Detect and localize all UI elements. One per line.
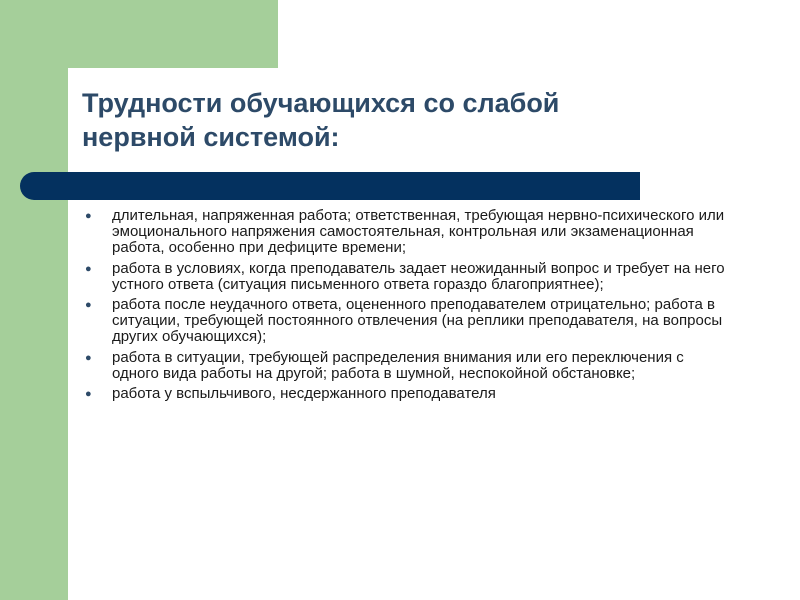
bullet-dot-icon: ● [85, 388, 92, 401]
list-item-text: работа после неудачного ответа, оцененного преподавателем отрицательно; работа в ситуации, требующей постоянного отвлечения (на реплики преподавателя, на вопросы других обучающихся); [112, 296, 723, 346]
list-item-text: работа в условиях, когда преподаватель задает неожиданный вопрос и требует на него устного ответа (ситуация письменного ответа гораздо благоприятнее); [112, 259, 725, 293]
list-item [82, 350, 732, 382]
list-item [82, 386, 732, 402]
bullet-dot-icon: ● [85, 299, 92, 312]
list-item [82, 261, 732, 293]
title-divider-bar [20, 172, 640, 200]
list-item-text: работа у вспыльчивого, несдержанного преподавателя [112, 385, 496, 403]
list-item-text: работа в ситуации, требующей распределения внимания или его переключения с одного вида работы на другой; работа в шумной, неспокойной обстановке; [112, 348, 684, 382]
bullet-dot-icon: ● [85, 351, 92, 364]
bullet-list [82, 208, 732, 406]
list-item [82, 208, 732, 257]
list-item [82, 297, 732, 346]
list-item-text: длительная, напряженная работа; ответственная, требующая нервно-психического или эмоционального напряжения самостоятельная, контрольная или экзаменационная работа, особенно при дефиците времени; [112, 207, 725, 257]
title-line-1: Трудности обучающихся со слабой [82, 88, 560, 118]
slide-title [82, 86, 762, 154]
bullet-dot-icon: ● [85, 210, 92, 222]
title-line-2: нервной системой: [82, 122, 340, 152]
bullet-dot-icon: ● [85, 262, 92, 275]
